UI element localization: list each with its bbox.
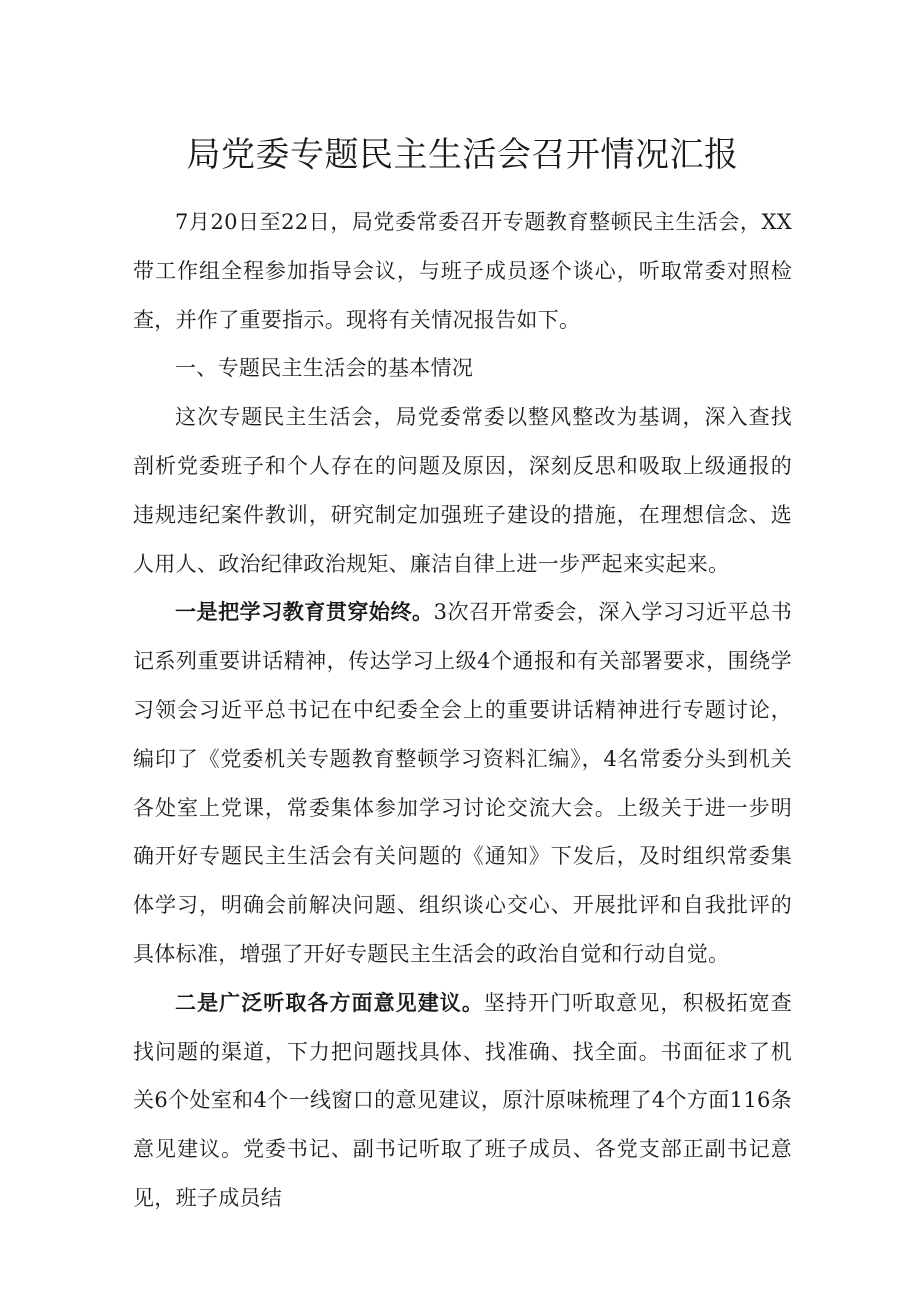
paragraph-text: 3次召开常委会，深入学习习近平总书记系列重要讲话精神，传达学习上级4个通报和有关部署要求，围绕学习领会习近平总书记在中纪委全会上的重要讲话精神进行专题讨论，编印了《党委机关专题教育整顿学习资料汇编》，4名常委分头到机关各处室上党课，常委集体参加学习讨论交流大会。上级关于进一步明确开好专题民主生活会有关问题的《通知》下发后，及时组织常委集体学习，明确会前解决问题、组织谈心交心、开展批评和自我批评的具体标准，增强了开好专题民主生活会的政治自觉和行动自觉。 [133, 600, 792, 966]
section-heading [133, 344, 792, 393]
study-paragraph [133, 588, 792, 978]
opinions-paragraph [133, 979, 792, 1223]
document-title: 局党委专题民主生活会召开情况汇报 [186, 135, 739, 175]
overview-paragraph [133, 393, 792, 588]
paragraph-text: 这次专题民主生活会，局党委常委以整风整改为基调，深入查找剖析党委班子和个人存在的问题及原因，深刻反思和吸取上级通报的违规违纪案件教训，研究制定加强班子建设的措施，在理想信念、选人用人、政治纪律政治规矩、廉洁自律上进一步严起来实起来。 [133, 405, 792, 576]
paragraph-text: 坚持开门听取意见，积极拓宽查找问题的渠道，下力把问题找具体、找准确、找全面。书面征求了机关6个处室和4个一线窗口的意见建议，原汁原味梳理了4个方面116条意见建议。党委书记、副书记听取了班子成员、各党支部正副书记意见，班子成员结 [133, 990, 793, 1210]
paragraph-text: 7月20日至22日，局党委常委召开专题教育整顿民主生活会，XX带工作组全程参加指导会议，与班子成员逐个谈心，听取常委对照检查，并作了重要指示。现将有关情况报告如下。 [133, 210, 792, 332]
intro-paragraph [133, 198, 792, 344]
paragraph-lead: 一是把学习教育贯穿始终。 [175, 599, 434, 625]
paragraph-lead: 二是广泛听取各方面意见建议。 [175, 989, 484, 1015]
paragraph-text: 一、专题民主生活会的基本情况 [175, 356, 474, 381]
